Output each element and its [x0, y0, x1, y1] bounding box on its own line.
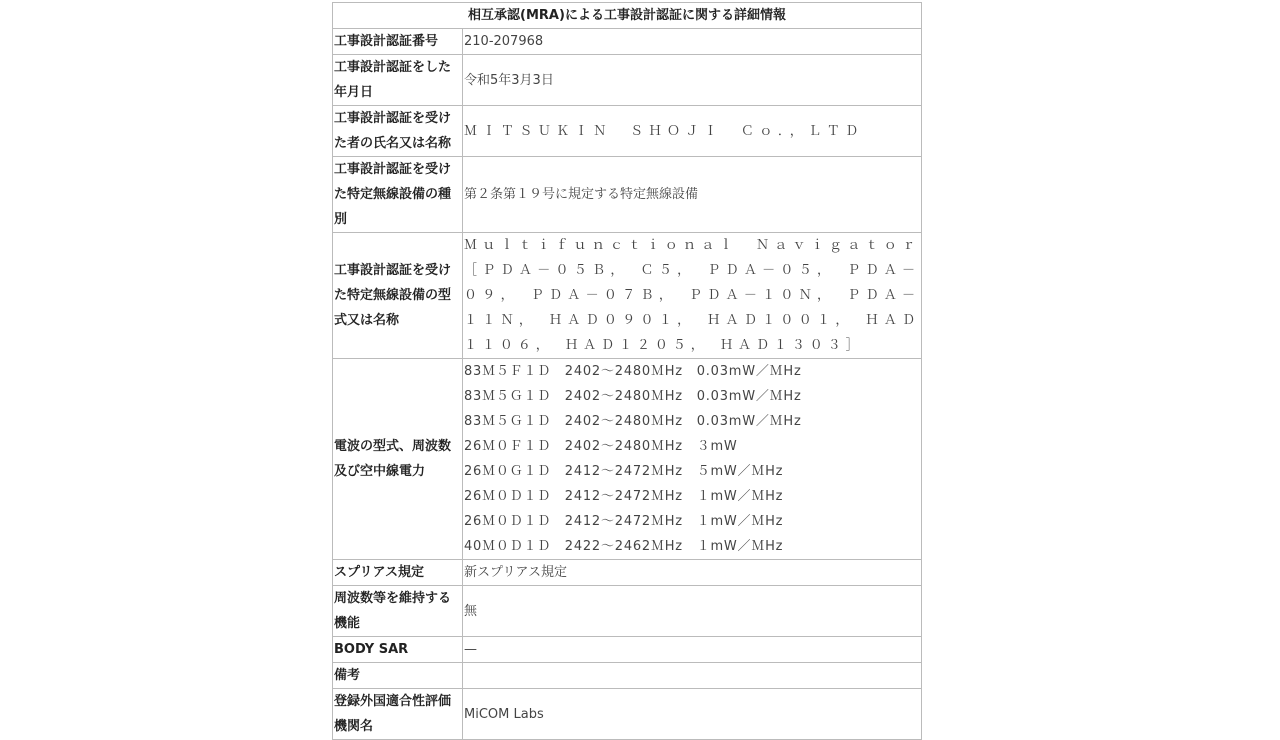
- row-value-certification-date: 令和5年3月3日: [463, 55, 922, 106]
- row-value-spurious: 新スプリアス規定: [463, 560, 922, 586]
- table-row: [333, 233, 922, 359]
- row-label-emission: 電波の型式、周波数及び空中線電力: [333, 359, 463, 560]
- row-label-holder-name: 工事設計認証を受けた者の氏名又は名称: [333, 106, 463, 157]
- row-label-remarks: 備考: [333, 663, 463, 689]
- table-row: [333, 663, 922, 689]
- table-row: [333, 55, 922, 106]
- row-value-holder-name: ＭＩＴＳＵＫＩＮ ＳＨＯＪＩ Ｃｏ．，ＬＴＤ: [463, 106, 922, 157]
- table-row: [333, 689, 922, 740]
- emission-line: 26Ｍ０Ｄ１Ｄ 2412～2472ＭHz １mW／ＭHz: [464, 514, 784, 529]
- emission-line: 83Ｍ５Ｇ１Ｄ 2402～2480ＭHz 0.03mW／ＭHz: [464, 414, 802, 429]
- row-value-certification-number: 210-207968: [463, 29, 922, 55]
- table-row: [333, 29, 922, 55]
- row-value-frequency-maintenance: 無: [463, 586, 922, 637]
- emission-line: 26Ｍ０Ｄ１Ｄ 2412～2472ＭHz １mW／ＭHz: [464, 489, 784, 504]
- table-row: [333, 359, 922, 560]
- row-value-remarks: [463, 663, 922, 689]
- emission-line: 83Ｍ５Ｆ１Ｄ 2402～2480ＭHz 0.03mW／ＭHz: [464, 364, 802, 379]
- row-value-emission: [463, 359, 922, 560]
- row-label-spurious: スプリアス規定: [333, 560, 463, 586]
- row-label-equipment-type: 工事設計認証を受けた特定無線設備の種別: [333, 157, 463, 233]
- row-value-equipment-type: 第２条第１９号に規定する特定無線設備: [463, 157, 922, 233]
- row-label-body-sar: BODY SAR: [333, 637, 463, 663]
- emission-line: 40Ｍ０Ｄ１Ｄ 2422～2462ＭHz １mW／ＭHz: [464, 539, 784, 554]
- table-row: [333, 586, 922, 637]
- emission-line: 26Ｍ０Ｇ１Ｄ 2412～2472ＭHz ５mW／ＭHz: [464, 464, 784, 479]
- emission-line: 26Ｍ０Ｆ１Ｄ 2402～2480ＭHz ３mW: [464, 439, 738, 454]
- table-title: 相互承認(MRA)による工事設計認証に関する詳細情報: [333, 3, 922, 29]
- certification-details-table: [332, 2, 938, 740]
- table-row: [333, 560, 922, 586]
- table-row: [333, 106, 922, 157]
- row-value-body-sar: —: [463, 637, 922, 663]
- row-label-certification-number: 工事設計認証番号: [333, 29, 463, 55]
- row-value-equipment-model: Ｍｕｌｔｉｆｕｎｃｔｉｏｎａｌ Ｎａｖｉｇａｔｏｒ ［ＰＤＡ－０５Ｂ， Ｃ５， ＰＤＡ－０５， ＰＤＡ－０９， ＰＤＡ－０７Ｂ， ＰＤＡ－１０Ｎ， ＰＤＡ－１１Ｎ， ＨＡＤ０９０１， ＨＡＤ１００１， ＨＡＤ１１０６， ＨＡＤ１２０５， ＨＡＤ１３０３］: [463, 233, 922, 359]
- emission-line: 83Ｍ５Ｇ１Ｄ 2402～2480ＭHz 0.03mW／ＭHz: [464, 389, 802, 404]
- row-label-frequency-maintenance: 周波数等を維持する機能: [333, 586, 463, 637]
- table-row: [333, 637, 922, 663]
- table-title-row: [333, 3, 922, 29]
- table-row: [333, 157, 922, 233]
- row-label-equipment-model: 工事設計認証を受けた特定無線設備の型式又は名称: [333, 233, 463, 359]
- row-label-certification-date: 工事設計認証をした年月日: [333, 55, 463, 106]
- row-value-assessment-body: MiCOM Labs: [463, 689, 922, 740]
- row-label-assessment-body: 登録外国適合性評価機関名: [333, 689, 463, 740]
